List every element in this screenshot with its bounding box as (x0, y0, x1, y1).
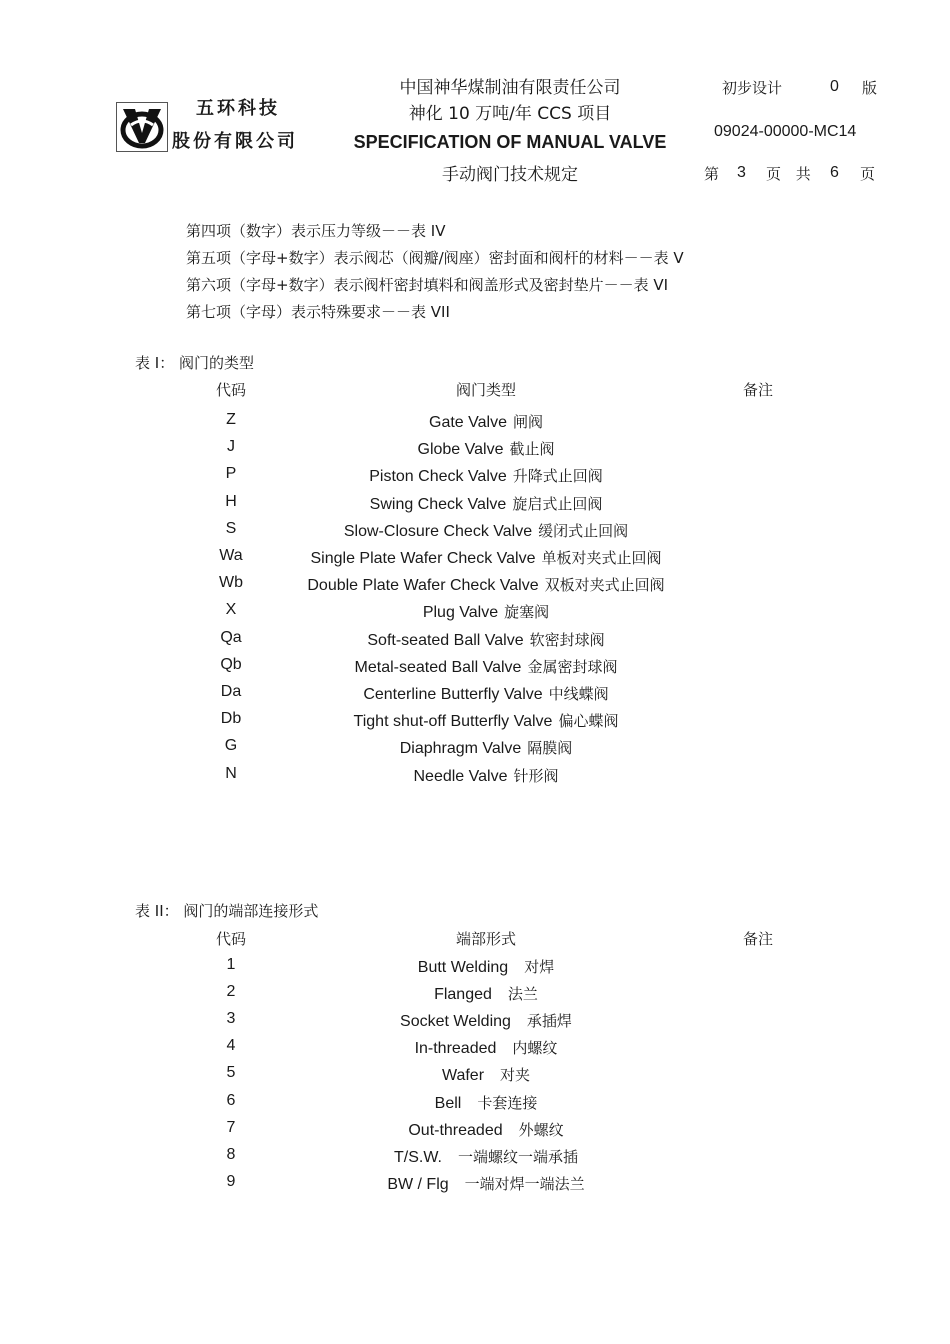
page-prefix: 第 (704, 165, 720, 183)
table1-row-code: Qa (220, 628, 242, 646)
table2-row-cn: 一端螺纹一端承插 (457, 1147, 578, 1166)
table1-title: 表 I： 阀门的类型 (135, 354, 254, 372)
table1-row-en: Centerline Butterfly Valve (363, 686, 543, 703)
table1-row-en: Slow-Closure Check Valve (343, 522, 533, 540)
table2-row-code: 7 (226, 1118, 236, 1136)
table1-row-description (236, 438, 736, 459)
table1-row-cn: 针形阀 (513, 766, 559, 785)
table1-row-code: H (225, 492, 237, 510)
table1-row-code: S (225, 519, 237, 537)
table2-row-cn: 承插焊 (526, 1012, 572, 1031)
table2-row-cn: 对焊 (524, 958, 555, 976)
table1-row-en: Piston Check Valve (369, 468, 507, 486)
table2-row-cn: 对夹 (500, 1066, 531, 1085)
spec-title-en: SPECIFICATION OF MANUAL VALVE (353, 132, 667, 152)
table1-row-cn: 闸阀 (512, 413, 543, 431)
table1-row-code: G (224, 737, 238, 755)
table1-row-description (236, 683, 736, 704)
table1-row-cn: 金属密封球阀 (527, 657, 618, 676)
table1-row-en: Metal-seated Ball Valve (354, 658, 522, 676)
table1-row-code: Z (226, 411, 236, 428)
table1-row-en: Double Plate Wafer Check Valve (307, 577, 539, 595)
table2-row-description (236, 956, 736, 977)
table1-row-description (236, 520, 736, 541)
table1-row-code: Db (220, 710, 242, 728)
table1-row-en: Globe Valve (417, 441, 504, 459)
table1-row-code: Wb (219, 574, 243, 592)
table1-row-cn: 旋塞阀 (504, 603, 550, 622)
design-stage: 初步设计 (722, 79, 783, 97)
table2-row-code: 8 (226, 1145, 236, 1163)
table2-row-code: 1 (226, 956, 236, 973)
table2-row-en: Bell (434, 1094, 462, 1112)
table1-row-cn: 升降式止回阀 (512, 467, 603, 486)
table1-row-cn: 隔膜阀 (527, 739, 573, 758)
table2-row-description (236, 983, 736, 1004)
table2-row-en: Flanged (434, 986, 492, 1004)
table1-row-en: Soft-seated Ball Valve (367, 631, 524, 649)
intro-line-4: 第四项（数字）表示压力等级－－表 IV (186, 222, 446, 240)
table2-row-code: 9 (226, 1172, 236, 1190)
company-name-line2: 股份有限公司 (172, 131, 298, 152)
table1-header-remark: 备注 (742, 381, 773, 399)
table2-row-description (236, 1010, 736, 1031)
table2-row-en: Butt Welding (417, 959, 509, 976)
table1-row-en: Gate Valve (429, 414, 507, 431)
table2-row-description (236, 1173, 736, 1194)
table1-row-code: X (225, 601, 237, 619)
table2-row-description (236, 1146, 736, 1167)
table2-row-description (236, 1119, 736, 1140)
table2-row-code: 5 (226, 1064, 236, 1082)
table1-row-code: Qb (220, 655, 242, 673)
company-logo (116, 102, 168, 152)
table1-row-code: Da (220, 683, 242, 700)
intro-line-7: 第七项（字母）表示特殊要求－－表 VII (186, 303, 450, 321)
table1-row-description (236, 656, 736, 677)
table2-title: 表 II： 阀门的端部连接形式 (135, 902, 319, 920)
table1-row-en: Single Plate Wafer Check Valve (310, 550, 536, 567)
intro-line-5: 第五项（字母+数字）表示阀芯（阀瓣/阀座）密封面和阀杆的材料－－表 V (186, 249, 684, 267)
table2-row-description (236, 1064, 736, 1085)
table2-row-cn: 内螺纹 (512, 1039, 558, 1058)
table2-row-description (236, 1092, 736, 1113)
table1-row-description (236, 411, 736, 432)
table1-row-en: Swing Check Valve (369, 495, 507, 513)
table1-row-description (236, 493, 736, 514)
table1-row-description (236, 737, 736, 758)
table1-row-cn: 截止阀 (509, 440, 555, 459)
document-number: 09024-00000-MC14 (714, 123, 857, 140)
table2-row-en: Out-threaded (408, 1121, 503, 1139)
table1-row-cn: 单板对夹式止回阀 (541, 549, 662, 567)
table2-row-cn: 一端对焊一端法兰 (464, 1174, 585, 1193)
table1-row-cn: 旋启式止回阀 (512, 494, 603, 513)
table1-row-description (236, 547, 736, 568)
company-name-line1: 五环科技 (196, 98, 280, 119)
table1-row-code: J (227, 438, 235, 456)
table2-row-description (236, 1037, 736, 1058)
table2-row-code: 2 (226, 983, 236, 1001)
table1-row-en: Needle Valve (413, 767, 508, 785)
table2-row-cn: 法兰 (507, 985, 538, 1004)
table2-row-cn: 卡套连接 (477, 1093, 538, 1112)
table1-row-en: Tight shut-off Butterfly Valve (353, 713, 553, 731)
page-mid: 页 共 (766, 165, 811, 183)
revision-number: 0 (830, 78, 839, 95)
table1-row-description (236, 465, 736, 486)
project-name: 神化 10 万吨/年 CCS 项目 (408, 104, 612, 124)
table1-row-cn: 缓闭式止回阀 (538, 521, 629, 540)
table2-row-en: T/S.W. (393, 1148, 442, 1166)
page-total: 6 (830, 164, 839, 181)
table1-row-description (236, 574, 736, 595)
table2-row-en: BW / Flg (387, 1175, 449, 1193)
table2-row-cn: 外螺纹 (518, 1120, 564, 1139)
page-number: 3 (737, 164, 746, 181)
table1-row-cn: 软密封球阀 (529, 630, 605, 649)
table1-header-type: 阀门类型 (455, 381, 516, 399)
page-suffix: 页 (860, 165, 876, 183)
intro-line-6: 第六项（字母+数字）表示阀杆密封填料和阀盖形式及密封垫片－－表 VI (186, 276, 669, 294)
table2-row-en: Socket Welding (400, 1013, 511, 1031)
table2-header-code: 代码 (215, 930, 246, 948)
table1-row-description (236, 765, 736, 786)
table1-row-code: N (225, 764, 237, 782)
revision-label: 版 (862, 79, 878, 97)
table1-row-en: Plug Valve (422, 604, 499, 622)
table2-header-end: 端部形式 (455, 930, 516, 948)
table2-row-code: 3 (226, 1010, 236, 1028)
table1-row-description (236, 629, 736, 650)
spec-title-cn: 手动阀门技术规定 (442, 165, 578, 185)
table1-row-cn: 双板对夹式止回阀 (544, 576, 665, 595)
table1-row-en: Diaphragm Valve (399, 740, 522, 758)
table1-row-code: Wa (219, 547, 243, 564)
table2-row-en: In-threaded (414, 1040, 497, 1058)
table1-row-cn: 偏心蝶阀 (558, 712, 619, 731)
table2-row-code: 4 (226, 1037, 236, 1055)
table2-row-en: Wafer (441, 1067, 485, 1085)
table1-header-code: 代码 (215, 381, 246, 399)
table1-row-description (236, 601, 736, 622)
table1-row-cn: 中线蝶阀 (548, 685, 609, 703)
table2-header-remark: 备注 (742, 930, 773, 948)
logo-mark-icon (117, 103, 167, 151)
table1-row-description (236, 710, 736, 731)
table1-row-code: P (225, 465, 237, 483)
table2-row-code: 6 (226, 1091, 236, 1109)
client-name: 中国神华煤制油有限责任公司 (399, 78, 621, 98)
